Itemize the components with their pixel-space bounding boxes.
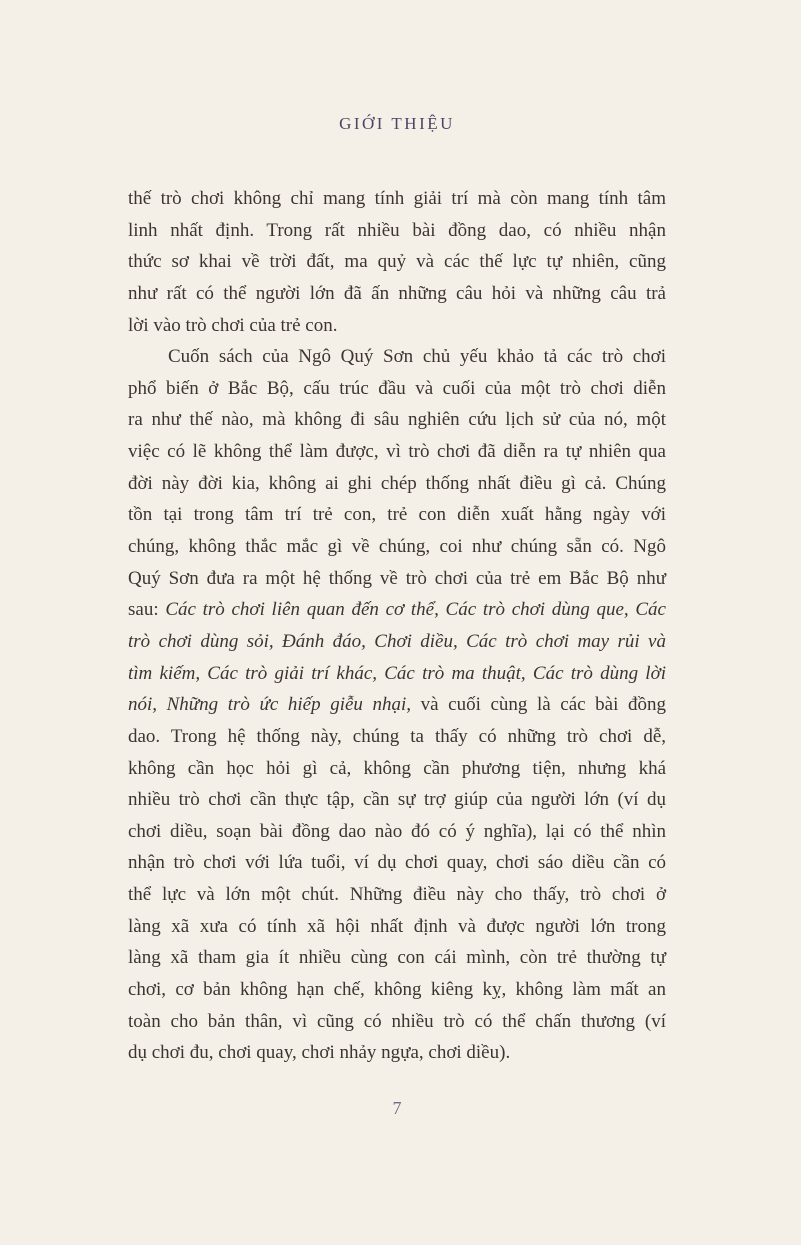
text-line: [128, 753, 666, 785]
body-text-block: [128, 183, 666, 1069]
text-line: [128, 721, 666, 753]
text-segment: làng xã xưa có tính xã hội nhất định và được người lớn trong: [128, 915, 666, 937]
text-segment: không cần học hỏi gì cả, không cần phương tiện, nhưng khá: [128, 757, 666, 779]
text-line: [128, 942, 666, 974]
text-segment: việc có lẽ không thể làm được, vì trò chơi đã diễn ra tự nhiên qua: [128, 441, 666, 463]
text-line: [128, 341, 666, 373]
text-line: [128, 594, 666, 626]
text-segment: ra như thế nào, mà không đi sâu nghiên cứu lịch sử của nó, một: [128, 409, 666, 431]
italic-text-segment: tìm kiếm, Các trò giải trí khác, Các trò ma thuật, Các trò dùng lời: [128, 662, 666, 684]
text-segment: phổ biến ở Bắc Bộ, cấu trúc đầu và cuối của một trò chơi diễn: [128, 377, 666, 399]
text-line: [128, 310, 666, 342]
text-segment: thế trò chơi không chỉ mang tính giải trí mà còn mang tính tâm: [128, 188, 666, 209]
page-number: 7: [392, 1098, 402, 1118]
text-segment: sau:: [128, 599, 166, 621]
text-line: [128, 689, 666, 721]
text-segment: dụ chơi đu, chơi quay, chơi nhảy ngựa, chơi diều).: [128, 1042, 511, 1064]
text-line: [128, 215, 666, 247]
text-line: [128, 183, 666, 215]
text-segment: Cuốn sách của Ngô Quý Sơn chủ yếu khảo tả các trò chơi: [168, 346, 666, 368]
text-segment: chúng, không thắc mắc gì về chúng, coi như chúng sẵn có. Ngô: [128, 536, 666, 558]
text-line: [128, 626, 666, 658]
text-line: [128, 1037, 666, 1069]
italic-text-segment: trò chơi dùng sỏi, Đánh đáo, Chơi diều, Các trò chơi may rủi và: [128, 630, 666, 652]
text-line: [128, 436, 666, 468]
text-segment: tồn tại trong tâm trí trẻ con, trẻ con diễn xuất hằng ngày với: [128, 504, 666, 526]
text-line: [128, 404, 666, 436]
text-line: [128, 278, 666, 310]
text-line: [128, 531, 666, 563]
text-segment: dao. Trong hệ thống này, chúng ta thấy có những trò chơi dễ,: [128, 725, 666, 747]
text-line: [128, 1006, 666, 1038]
text-line: [128, 974, 666, 1006]
text-line: [128, 468, 666, 500]
text-line: [128, 499, 666, 531]
text-segment: thức sơ khai về trời đất, ma quỷ và các thế lực tự nhiên, cũng: [128, 251, 666, 273]
text-line: [128, 911, 666, 943]
text-segment: Quý Sơn đưa ra một hệ thống về trò chơi của trẻ em Bắc Bộ như: [128, 567, 666, 589]
text-segment: linh nhất định. Trong rất nhiều bài đồng dao, có nhiều nhận: [128, 219, 666, 241]
text-segment: nhận trò chơi với lứa tuổi, ví dụ chơi quay, chơi sáo diều cần có: [128, 852, 666, 874]
text-line: [128, 847, 666, 879]
text-segment: như rất có thể người lớn đã ấn những câu hỏi và những câu trả: [128, 282, 666, 304]
text-segment: làng xã tham gia ít nhiều cùng con cái mình, còn trẻ thường tự: [128, 947, 666, 969]
text-line: [128, 563, 666, 595]
text-line: [128, 784, 666, 816]
text-segment: lời vào trò chơi của trẻ con.: [128, 314, 338, 336]
text-line: [128, 816, 666, 848]
text-segment: đời này đời kia, không ai ghi chép thống nhất điều gì cả. Chúng: [128, 472, 666, 494]
text-segment: và cuối cùng là các bài đồng: [411, 694, 666, 716]
text-segment: nhiều trò chơi cần thực tập, cần sự trợ giúp của người lớn (ví dụ: [128, 789, 666, 811]
text-segment: toàn cho bản thân, vì cũng có nhiều trò có thể chấn thương (ví: [128, 1010, 666, 1032]
text-segment: chơi diều, soạn bài đồng dao nào đó có ý nghĩa), lại có thể nhìn: [128, 820, 666, 842]
text-line: [128, 246, 666, 278]
text-segment: chơi, cơ bản không hạn chế, không kiêng kỵ, không làm mất an: [128, 979, 666, 1001]
text-line: [128, 658, 666, 690]
text-line: [128, 373, 666, 405]
text-segment: thể lực và lớn một chút. Những điều này cho thấy, trò chơi ở: [128, 884, 666, 906]
text-line: [128, 879, 666, 911]
italic-text-segment: nói, Những trò ức hiếp giễu nhại,: [128, 694, 412, 716]
italic-text-segment: Các trò chơi liên quan đến cơ thể, Các trò chơi dùng que, Các: [165, 599, 666, 621]
chapter-running-head: GIỚI THIỆU: [339, 114, 455, 133]
